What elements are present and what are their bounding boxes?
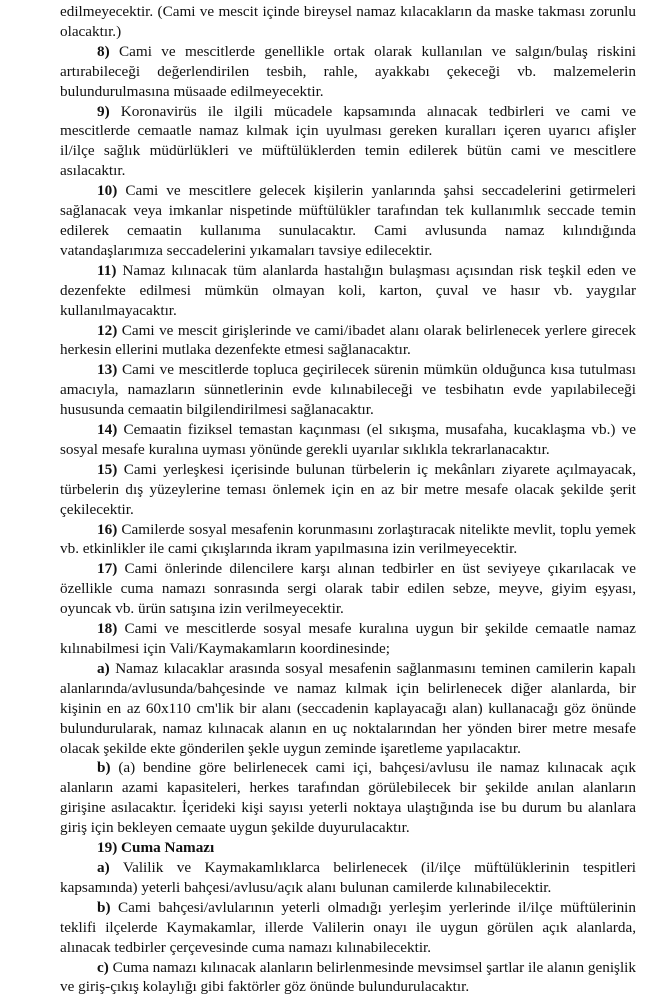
paragraph-text: Cemaatin fiziksel temastan kaçınması (el sıkışma, musafaha, kucaklaşma vb.) ve sosyal mesafe kuralına uyması yönünde gerekli uyarılar sıklıkla tekrarlanacaktır. <box>60 421 636 458</box>
section-19-items <box>60 858 636 997</box>
item-number: 17) <box>97 560 117 577</box>
lettered-paragraph <box>60 958 636 997</box>
section-heading-cuma-namazi: 19) Cuma Namazı <box>60 838 636 858</box>
item-number: a) <box>97 660 110 677</box>
item-number: 18) <box>97 620 117 637</box>
item-number: 16) <box>97 521 117 538</box>
item-number: 12) <box>97 322 117 339</box>
numbered-paragraph <box>60 261 636 321</box>
item-number: b) <box>97 759 111 776</box>
paragraph-text: Cami yerleşkesi içerisinde bulunan türbelerin iç mekânları ziyarete açılmayacak, türbelerin dış yüzeylerine teması önlemek için en az bir metre mesafe olacak şekilde şerit çekilecektir. <box>60 461 636 518</box>
numbered-paragraph <box>60 102 636 182</box>
numbered-paragraph <box>60 420 636 460</box>
paragraph-text: Cami bahçesi/avlularının yeterli olmadığı yerleşim yerlerinde il/ilçe müftülerinin teklifi ilçelerde Kaymakamlar, illerde Valilerin onayı ile uygun görülen açık alanlarda, alınacak tedbirler çerçevesinde cuma namazı kılınabilecektir. <box>60 899 636 956</box>
numbered-paragraph <box>60 659 636 759</box>
continued-paragraph <box>60 2 636 42</box>
item-number: 9) <box>97 103 110 120</box>
numbered-paragraph <box>60 42 636 102</box>
item-number: 8) <box>97 43 110 60</box>
item-number: 10) <box>97 182 117 199</box>
item-number: 14) <box>97 421 117 438</box>
paragraph-text: Cami ve mescit girişlerinde ve cami/ibadet alanı olarak belirlenecek yerlere girecek herkesin ellerini mutlaka dezenfekte etmesi sağlanacaktır. <box>60 322 636 359</box>
item-number: 15) <box>97 461 117 478</box>
paragraph-text: Valilik ve Kaymakamlıklarca belirlenecek (il/ilçe müftülüklerinin tespitleri kapsamında) yeterli bahçesi/avlusu/açık alanı bulunan camilerde kılınabilecektir. <box>60 859 636 896</box>
numbered-paragraph <box>60 559 636 619</box>
item-number: b) <box>97 899 111 916</box>
lettered-paragraph <box>60 858 636 898</box>
numbered-paragraph <box>60 758 636 838</box>
paragraph-text: Koronavirüs ile ilgili mücadele kapsamında alınacak tedbirleri ve cami ve mescitlerde cemaatle namaz kılmak için uyulması gereken kuralları içeren uyarıcı afişler il/ilçe sağlık müdürlükleri ve müftülüklerden temin edilerek bütün cami ve mescitlere asılacaktır. <box>60 103 636 180</box>
paragraph-text: Cuma namazı kılınacak alanların belirlenmesinde mevsimsel şartlar ile alanın genişlik ve giriş-çıkış kolaylığı gibi faktörler göz önünde bulundurulacaktır. <box>60 959 636 996</box>
paragraph-text: edilmeyecektir. (Cami ve mescit içinde bireysel namaz kılacakların da maske takması zorunlu olacaktır.) <box>60 3 636 40</box>
paragraph-text: Cami ve mescitlerde sosyal mesafe kuralına uygun bir şekilde cemaatle namaz kılınabilmesi için Vali/Kaymakamların koordinesinde; <box>60 620 636 657</box>
item-number: a) <box>97 859 110 876</box>
lettered-paragraph <box>60 898 636 958</box>
paragraph-text: Cami ve mescitlerde genellikle ortak olarak kullanılan ve salgın/bulaş riskini artırabileceği değerlendirilen tesbih, rahle, ayakkabı çekeceği vb. malzemelerin bulundurulmasına müsaade edilmeyecektir. <box>60 43 636 100</box>
numbered-paragraph <box>60 520 636 560</box>
paragraph-text: (a) bendine göre belirlenecek cami içi, bahçesi/avlusu ile namaz kılınacak açık alanların azami kapasiteleri, herkes tarafından görülebilecek bir şekilde anılan alanların girişine asılacaktır. İçerideki kişi sayısı yeterli noktaya ulaştığında ise bu durum bu alanlara giriş için bekleyen cemaate uygun şekilde duyurulacaktır. <box>60 759 636 836</box>
numbered-paragraph <box>60 181 636 261</box>
paragraph-text: Cami ve mescitlere gelecek kişilerin yanlarında şahsi seccadelerini getirmeleri sağlanacak veya imkanlar nispetinde müftülükler tarafından tek kullanımlık seccade temin edilerek cemaatin kullanıma sunulacaktır. Cami avlusunda namaz kılındığında vatandaşlarımıza seccadelerini yıkamaları tavsiye edilecektir. <box>60 182 636 259</box>
document-body <box>60 2 636 838</box>
item-number: 11) <box>97 262 116 279</box>
item-number: c) <box>97 959 109 976</box>
paragraph-text: Cami ve mescitlerde topluca geçirilecek sürenin mümkün olduğunca kısa tutulması amacıyla, namazların sünnetlerinin evde kılınabileceği ve tesbihatın evde yapılabileceği hususunda cemaatin bilgilendirilmesi sağlanacaktır. <box>60 361 636 418</box>
paragraph-text: Namaz kılınacak tüm alanlarda hastalığın bulaşması açısından risk teşkil eden ve dezenfekte edilmesi mümkün olmayan koli, karton, çuval ve hasır vb. yaygılar kullanılmayacaktır. <box>60 262 636 319</box>
numbered-paragraph <box>60 619 636 659</box>
paragraph-text: Cami önlerinde dilencilere karşı alınan tedbirler en üst seviyeye çıkarılacak ve özellikle cuma namazı sonrasında sergi olarak tabir edilen sebze, meyve, giyim eşyası, oyuncak vb. ürün satışına izin verilmeyecektir. <box>60 560 636 617</box>
numbered-paragraph <box>60 321 636 361</box>
numbered-paragraph <box>60 460 636 520</box>
numbered-paragraph <box>60 360 636 420</box>
item-number: 13) <box>97 361 117 378</box>
paragraph-text: Camilerde sosyal mesafenin korunmasını zorlaştıracak nitelikte mevlit, toplu yemek vb. etkinlikler ile cami çıkışlarında ikram yapılmasına izin verilmeyecektir. <box>60 521 636 558</box>
paragraph-text: Namaz kılacaklar arasında sosyal mesafenin sağlanmasını teminen camilerin kapalı alanlarında/avlusunda/bahçesinde ve namaz kılmak için belirlenecek diğer alanlarda, bir kişinin en az 60x110 cm'lik bir alanı (seccadenin kaplayacağı alan) kullanacağı göz önünde bulundurularak, namaz kılınacak alanın en uç noktalarından her yönden birer metre mesafe olacak şekilde ekte gönderilen şekle uygun zeminde işaretleme yapılacaktır. <box>60 660 636 757</box>
